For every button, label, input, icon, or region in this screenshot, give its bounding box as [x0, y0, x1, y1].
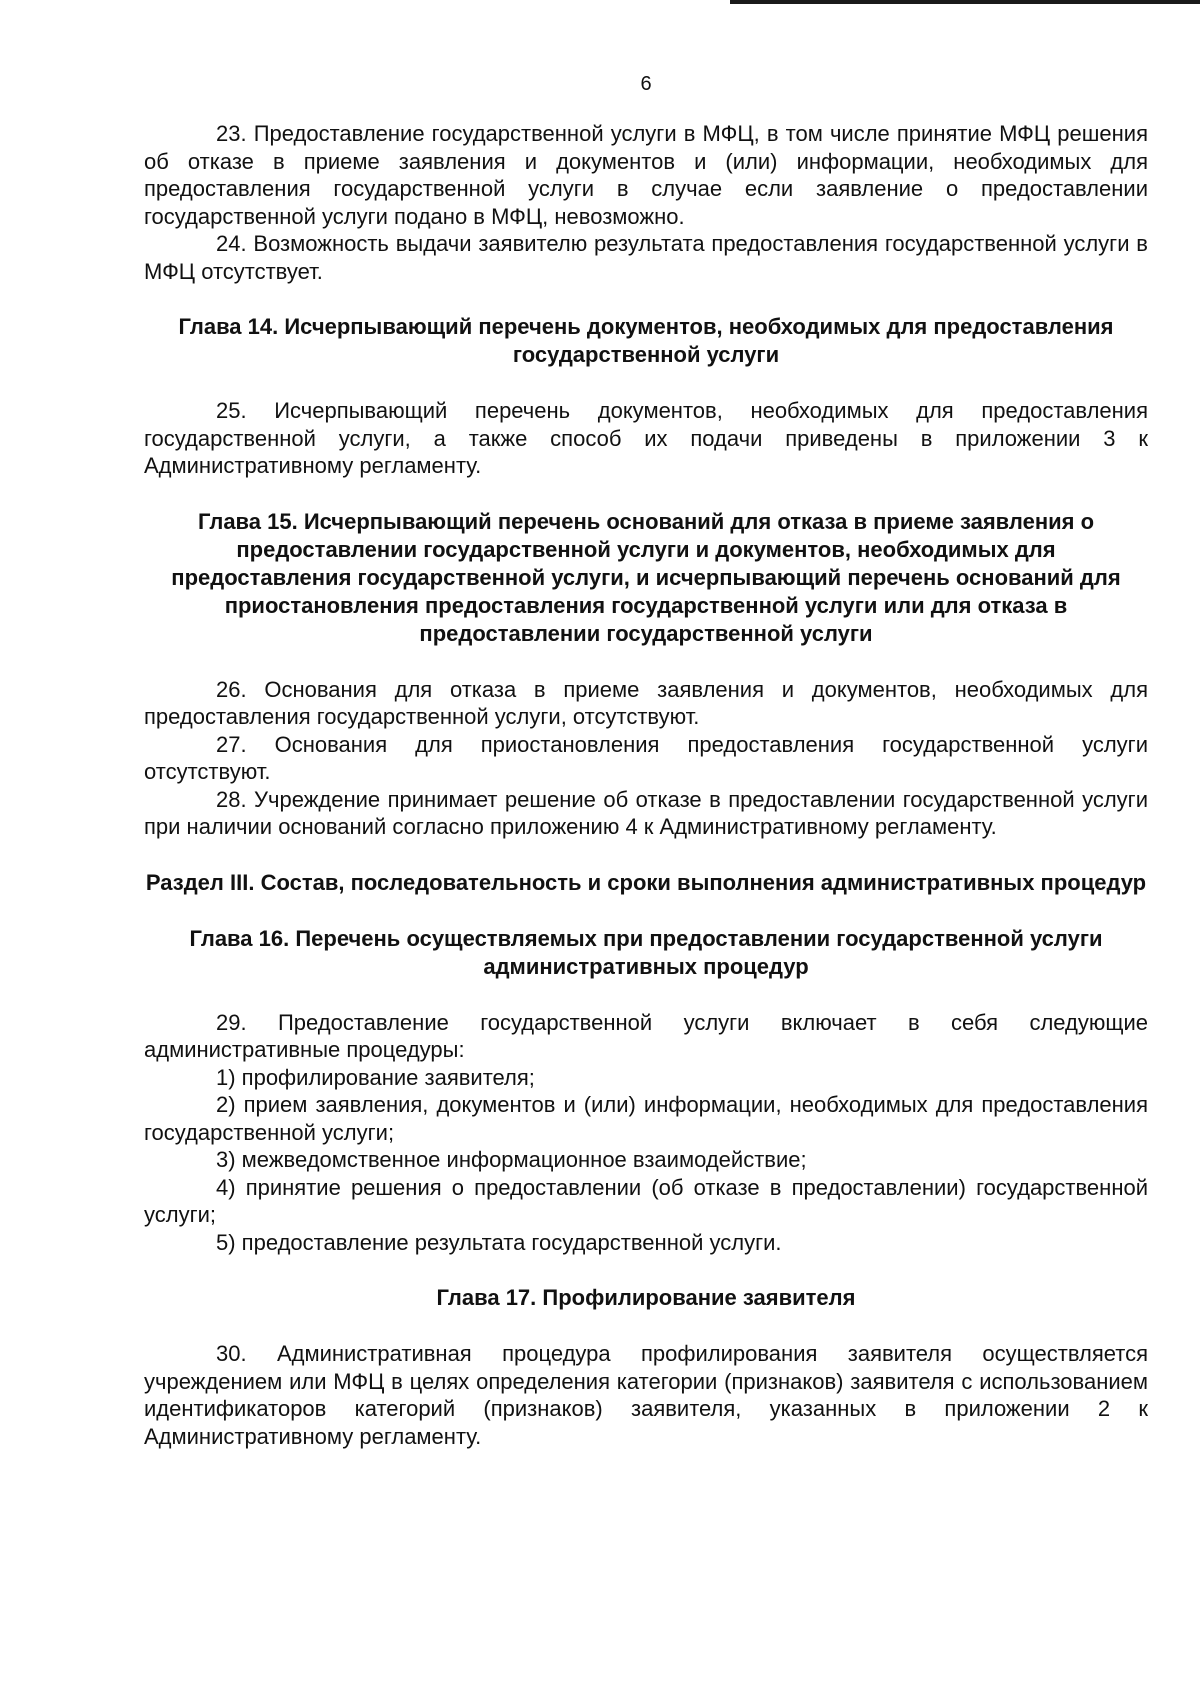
- chapter-16-heading: Глава 16. Перечень осуществляемых при предоставлении государственной услуги административных процедур: [189, 925, 1103, 979]
- list-item-4: 4) принятие решения о предоставлении (об отказе в предоставлении) государственной услуги;: [144, 1174, 1148, 1227]
- list-item-3: 3) межведомственное информационное взаимодействие;: [216, 1147, 807, 1172]
- list-item-1: 1) профилирование заявителя;: [216, 1064, 535, 1090]
- list-item-5: 5) предоставление результата государственной услуги.: [216, 1229, 782, 1255]
- chapter-15-heading: Глава 15. Исчерпывающий перечень оснований для отказа в приеме заявления о предоставлении государственной услуги и документов, необходимых для предоставления государственной услуги, и исчерпывающий перечень оснований для приостановления предоставления государственной услуги или для отказа в предоставлении государственной услуги: [171, 508, 1121, 646]
- list-item-2: 2) прием заявления, документов и (или) информации, необходимых для предоставления государственной услуги;: [144, 1092, 1148, 1145]
- paragraph-25: 25. Исчерпывающий перечень документов, необходимых для предоставления государственной услуги, а также способ их подачи приведены в приложении 3 к Административному регламенту.: [144, 398, 1148, 478]
- paragraph-24: 24. Возможность выдачи заявителю результата предоставления государственной услуги в МФЦ отсутствует.: [144, 231, 1148, 284]
- chapter-14-heading: Глава 14. Исчерпывающий перечень документов, необходимых для предоставления государственной услуги: [178, 314, 1114, 367]
- scan-edge-line: [730, 0, 1200, 4]
- paragraph-30: 30. Административная процедура профилирования заявителя осуществляется учреждением или МФЦ в целях определения категории (признаков) заявителя с использованием идентификаторов категорий (признаков) заявителя, указанных в приложении 2 к Административному регламенту.: [144, 1341, 1148, 1449]
- paragraph-23: 23. Предоставление государственной услуги в МФЦ, в том числе принятие МФЦ решения об отказе в приеме заявления и документов и (или) информации, необходимых для предоставления государственной услуги в случае если заявление о предоставлении государственной услуги подано в МФЦ, невозможно.: [144, 121, 1148, 229]
- section-3-heading: Раздел III. Состав, последовательность и сроки выполнения административных процедур: [145, 869, 1147, 895]
- page-number: 6: [640, 73, 652, 95]
- chapter-17-heading: Глава 17. Профилирование заявителя: [436, 1285, 856, 1310]
- paragraph-29: 29. Предоставление государственной услуги включает в себя следующие административные процедуры:: [144, 1009, 1148, 1062]
- document-body: [144, 120, 1148, 1450]
- paragraph-26: 26. Основания для отказа в приеме заявления и документов, необходимых для предоставления государственной услуги, отсутствуют.: [144, 676, 1148, 729]
- paragraph-28: 28. Учреждение принимает решение об отказе в предоставлении государственной услуги при наличии оснований согласно приложению 4 к Административному регламенту.: [144, 786, 1148, 839]
- paragraph-27: 27. Основания для приостановления предоставления государственной услуги отсутствуют.: [144, 731, 1148, 784]
